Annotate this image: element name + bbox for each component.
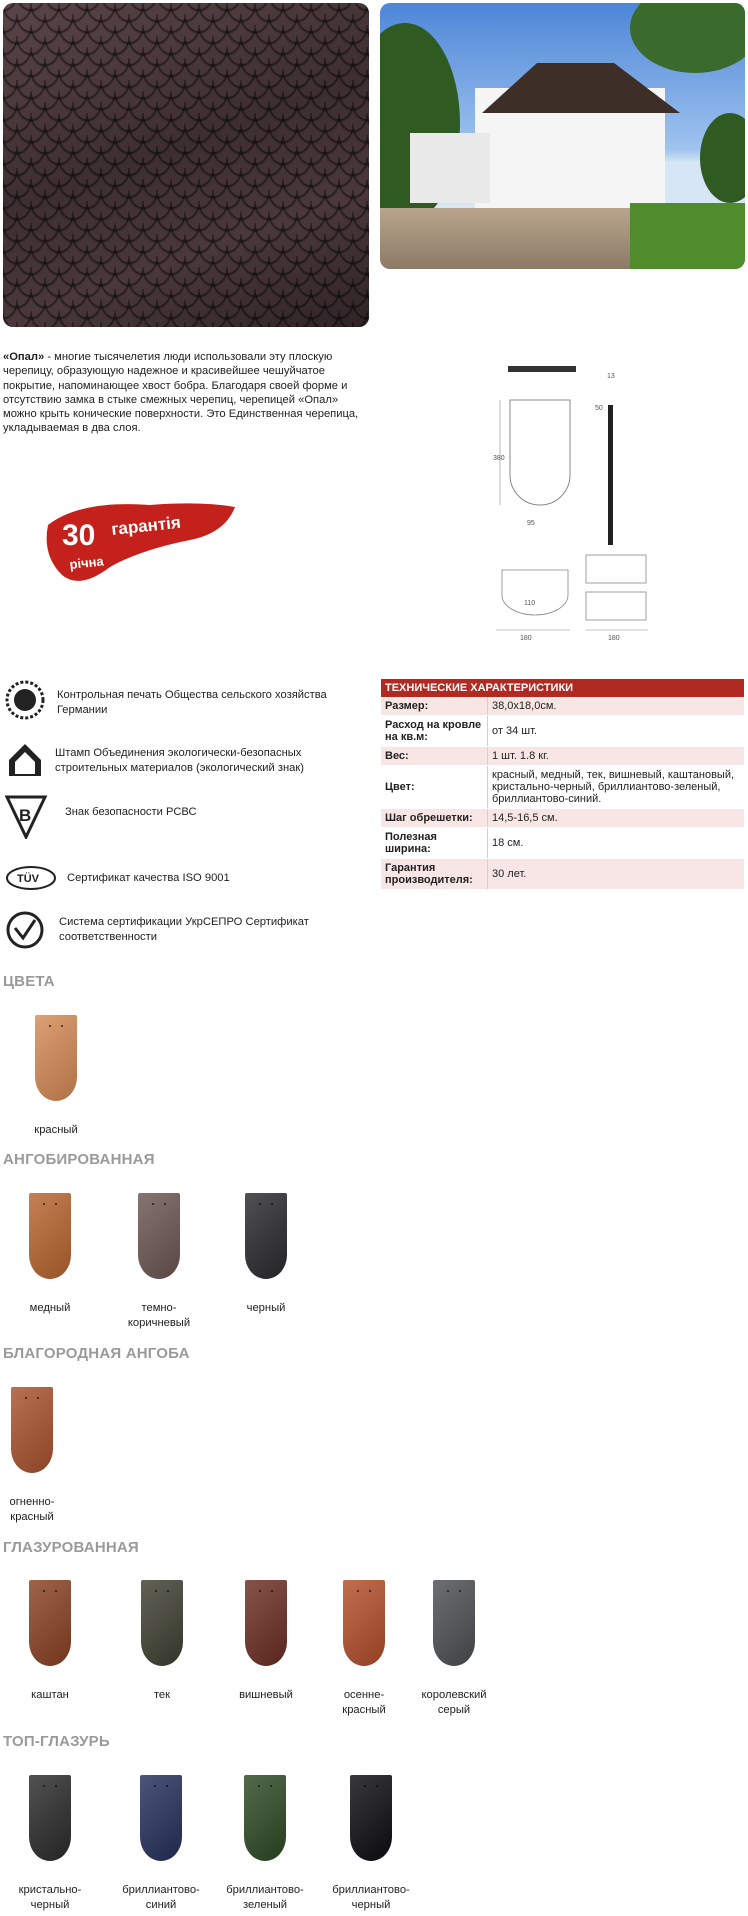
- tile-sample: [244, 1775, 286, 1861]
- color-label: темно-коричневый: [127, 1302, 191, 1329]
- color-label: медный: [29, 1302, 71, 1314]
- svg-text:B: B: [19, 806, 32, 825]
- color-label: вишневый: [239, 1689, 293, 1701]
- spec-key: Расход на кровле на кв.м:: [381, 716, 488, 747]
- color-label: бриллиантово-черный: [332, 1884, 410, 1911]
- section-title-colors: ЦВЕТА: [3, 973, 55, 990]
- color-label: каштан: [31, 1689, 69, 1701]
- color-swatch: [107, 1775, 215, 1912]
- cert-text: Знак безопасности РСВС: [65, 806, 197, 818]
- color-swatch: [317, 1775, 425, 1912]
- tile-sample: [245, 1580, 287, 1666]
- tile-sample: [141, 1580, 183, 1666]
- intro-text: [3, 350, 363, 436]
- badge-word1: гарантія: [110, 512, 182, 539]
- badge-number: 30: [62, 519, 96, 552]
- spec-key: Гарантия производителя:: [381, 859, 488, 890]
- color-swatch: [211, 1193, 321, 1316]
- guarantee-badge: [40, 495, 240, 595]
- spec-value: 30 лет.: [488, 859, 745, 890]
- tile-sample: [29, 1775, 71, 1861]
- dim-13: 13: [607, 373, 615, 380]
- spec-key: Вес:: [381, 747, 488, 766]
- tuv-cert-icon: [5, 858, 57, 898]
- tile-sample: [29, 1580, 71, 1666]
- spec-value: 1 шт. 1.8 кг.: [488, 747, 745, 766]
- tile-sample: [138, 1193, 180, 1279]
- spec-value: 18 см.: [488, 828, 745, 859]
- b-shield-icon: [3, 793, 49, 839]
- intro-description: - многие тысячелетия люди использовали эту плоскую черепицу, образующую надежное и красивейшее чешуйчатое покрытие, напоминающее хвост бобра. Благодаря своей форме и отсутствию замка в стыке смежных черепиц, черепицей «Опал» можно крыть конические поверхности. Это Единственная черепица, укладываемая в два слоя.: [3, 351, 359, 435]
- dim-95: 95: [527, 520, 535, 527]
- table-row: [381, 859, 744, 890]
- spec-key: Размер:: [381, 697, 488, 716]
- spec-title: ТЕХНИЧЕСКИЕ ХАРАКТЕРИСТИКИ: [381, 679, 744, 697]
- section-title-engobed: АНГОБИРОВАННАЯ: [3, 1151, 155, 1168]
- dim-380: 380: [493, 455, 505, 462]
- section-title-top-glaze: ТОП-ГЛАЗУРЬ: [3, 1733, 110, 1750]
- guarantee-badge-icon: [40, 495, 240, 595]
- tile-sample: [343, 1580, 385, 1666]
- section-title-noble-engobe: БЛАГОРОДНАЯ АНГОБА: [3, 1345, 190, 1362]
- color-label: красный: [34, 1124, 78, 1136]
- product-name: «Опал»: [3, 351, 45, 363]
- width-2: 180: [608, 635, 620, 642]
- roof-tile-photo: [3, 3, 369, 327]
- color-swatch: [1, 1015, 111, 1138]
- color-swatch: [211, 1775, 319, 1912]
- color-swatch: [400, 1580, 508, 1717]
- spec-key: Полезная ширина:: [381, 828, 488, 859]
- spec-value: от 34 шт.: [488, 716, 745, 747]
- color-swatch: [0, 1775, 105, 1912]
- color-label: кристально-черный: [18, 1884, 82, 1911]
- dim-50: 50: [595, 405, 603, 412]
- eco-house-icon: [5, 738, 45, 778]
- color-label: тек: [153, 1689, 171, 1701]
- tile-sample: [433, 1580, 475, 1666]
- ukrsepro-icon: [5, 910, 45, 950]
- tile-sample: [35, 1015, 77, 1101]
- cert-text: Сертификат качества ISO 9001: [67, 872, 230, 884]
- specifications-table: [381, 679, 744, 890]
- color-label: черный: [246, 1302, 286, 1314]
- spec-key: Цвет:: [381, 766, 488, 809]
- table-row: [381, 828, 744, 859]
- width-1: 180: [520, 635, 532, 642]
- color-label: осенне-красный: [342, 1689, 386, 1716]
- certification-list: [0, 670, 370, 970]
- color-swatch: [0, 1193, 105, 1316]
- spec-value: 14,5-16,5 см.: [488, 809, 745, 828]
- tile-sample: [245, 1193, 287, 1279]
- spec-key: Шаг обрешетки:: [381, 809, 488, 828]
- svg-text:TÜV: TÜV: [17, 873, 39, 885]
- color-swatch: [0, 1580, 105, 1703]
- table-row: [381, 716, 744, 747]
- badge-word2: річна: [68, 553, 105, 572]
- color-label: королевский серый: [421, 1689, 487, 1716]
- color-label: бриллиантово-зеленый: [226, 1884, 304, 1911]
- color-swatch: [0, 1387, 74, 1524]
- color-label: бриллиантово-синий: [122, 1884, 200, 1911]
- cert-text: Система сертификации УкрСЕПРО Сертификат соответственности: [59, 916, 309, 943]
- spec-value: красный, медный, тек, вишневый, каштановый, кристально-черный, бриллиантово-зеленый, бриллиантово-синий.: [488, 766, 745, 809]
- color-swatch: [107, 1193, 211, 1330]
- tile-technical-drawing: [490, 360, 670, 650]
- table-row: [381, 697, 744, 716]
- color-swatch: [107, 1580, 217, 1703]
- tile-sample: [29, 1193, 71, 1279]
- table-row: [381, 766, 744, 809]
- house-photo: [380, 3, 745, 269]
- table-row: [381, 809, 744, 828]
- color-label: огненно-красный: [9, 1496, 55, 1523]
- tile-sample: [350, 1775, 392, 1861]
- cert-text: Контрольная печать Общества сельского хозяйства Германии: [57, 689, 327, 716]
- spec-value: 38,0х18,0см.: [488, 697, 745, 716]
- tile-sample: [11, 1387, 53, 1473]
- color-swatch: [211, 1580, 321, 1703]
- cert-text: Штамп Объединения экологически-безопасных строительных материалов (экологический знак): [55, 747, 304, 774]
- dim-110: 110: [524, 600, 536, 607]
- tile-sample: [140, 1775, 182, 1861]
- table-row: [381, 747, 744, 766]
- section-title-glazed: ГЛАЗУРОВАННАЯ: [3, 1539, 139, 1556]
- dlg-seal-icon: [5, 680, 45, 720]
